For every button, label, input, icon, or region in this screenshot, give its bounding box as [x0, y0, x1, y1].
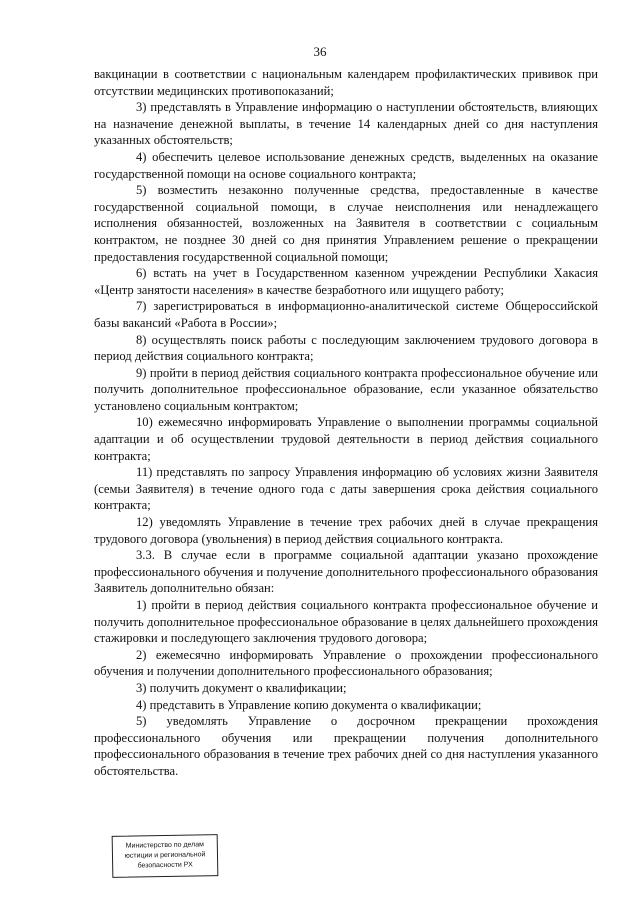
paragraph-subitem-4: 4) представить в Управление копию документа о квалификации;: [136, 697, 482, 712]
paragraph-item-7: 7) зарегистрироваться в информационно-аналитической системе Общероссийской базы вакансий «Работа в России»;: [94, 299, 598, 330]
paragraph-item-4: 4) обеспечить целевое использование денежных средств, выделенных на оказание государственной помощи на основе социального контракта;: [94, 149, 598, 181]
paragraph-item-9: 9) пройти в период действия социального контракта профессиональное обучение или получить дополнительное профессиональное образование, если указанное обязательство установлено социальным контрактом;: [94, 365, 598, 413]
stamp-line-2: юстиции и региональной: [124, 851, 206, 860]
page-number: 36: [313, 44, 327, 59]
stamp-line-1: Министерство по делам: [125, 841, 205, 850]
paragraph-subitem-1: 1) пройти в период действия социального контракта профессиональное обучение и получить дополнительное профессиональное образование в целях дальнейшего прохождения стажировки и последующего заключения трудового договора;: [94, 598, 598, 646]
paragraph-section-3-3: 3.3. В случае если в программе социальной адаптации указано прохождение профессионального обучения и получение дополнительного профессионального образования Заявитель дополнительно обязан:: [94, 548, 598, 596]
paragraph-item-6: 6) встать на учет в Государственном казенном учреждении Республики Хакасия «Центр занятости населения» в качестве безработного или ищущего работу;: [94, 266, 598, 297]
ministry-stamp: [112, 834, 219, 878]
document-body: [94, 66, 598, 780]
paragraph-item-3: 3) представлять в Управление информацию о наступлении обстоятельств, влияющих на назначение денежной выплаты, в течение 14 календарных дней со дня наступления указанных обстоятельств;: [94, 100, 598, 148]
stamp-line-3: безопасности РХ: [137, 861, 193, 870]
paragraph-item-12: 12) уведомлять Управление в течение трех рабочих дней в случае прекращения трудового договора (увольнения) в период действия социального контракта.: [94, 515, 598, 546]
paragraph-item-10: 10) ежемесячно информировать Управление о выполнении программы социальной адаптации и об осуществлении трудовой деятельности в период действия социального контракта;: [94, 415, 598, 463]
paragraph-subitem-2: 2) ежемесячно информировать Управление о прохождении профессионального обучения и получении дополнительного профессионального образования;: [94, 647, 598, 679]
paragraph-subitem-3: 3) получить документ о квалификации;: [136, 680, 347, 695]
paragraph-item-5: 5) возместить незаконно полученные средства, предоставленные в качестве государственной социальной помощи, в случае неисполнения или ненадлежащего исполнения обязанностей, возложенных на Заявителя в соответствии с социальным контрактом, не позднее 30 дней со дня принятия Управлением решение о прекращении предоставления государственной социальной помощи;: [94, 183, 598, 264]
paragraph-continuation: вакцинации в соответствии с национальным календарем профилактических прививок при отсутствии медицинских противопоказаний;: [94, 67, 598, 98]
paragraph-subitem-5: 5) уведомлять Управление о досрочном прекращении прохождения профессионального обучения или прекращении получения дополнительного профессионального образования в течение трех рабочих дней со дня наступления указанного обстоятельства.: [94, 714, 598, 778]
paragraph-item-8: 8) осуществлять поиск работы с последующим заключением трудового договора в период действия социального контракта;: [94, 332, 598, 364]
paragraph-item-11: 11) представлять по запросу Управления информацию об условиях жизни Заявителя (семьи Заявителя) в течение одного года с даты завершения срока действия социального контракта;: [94, 465, 598, 513]
